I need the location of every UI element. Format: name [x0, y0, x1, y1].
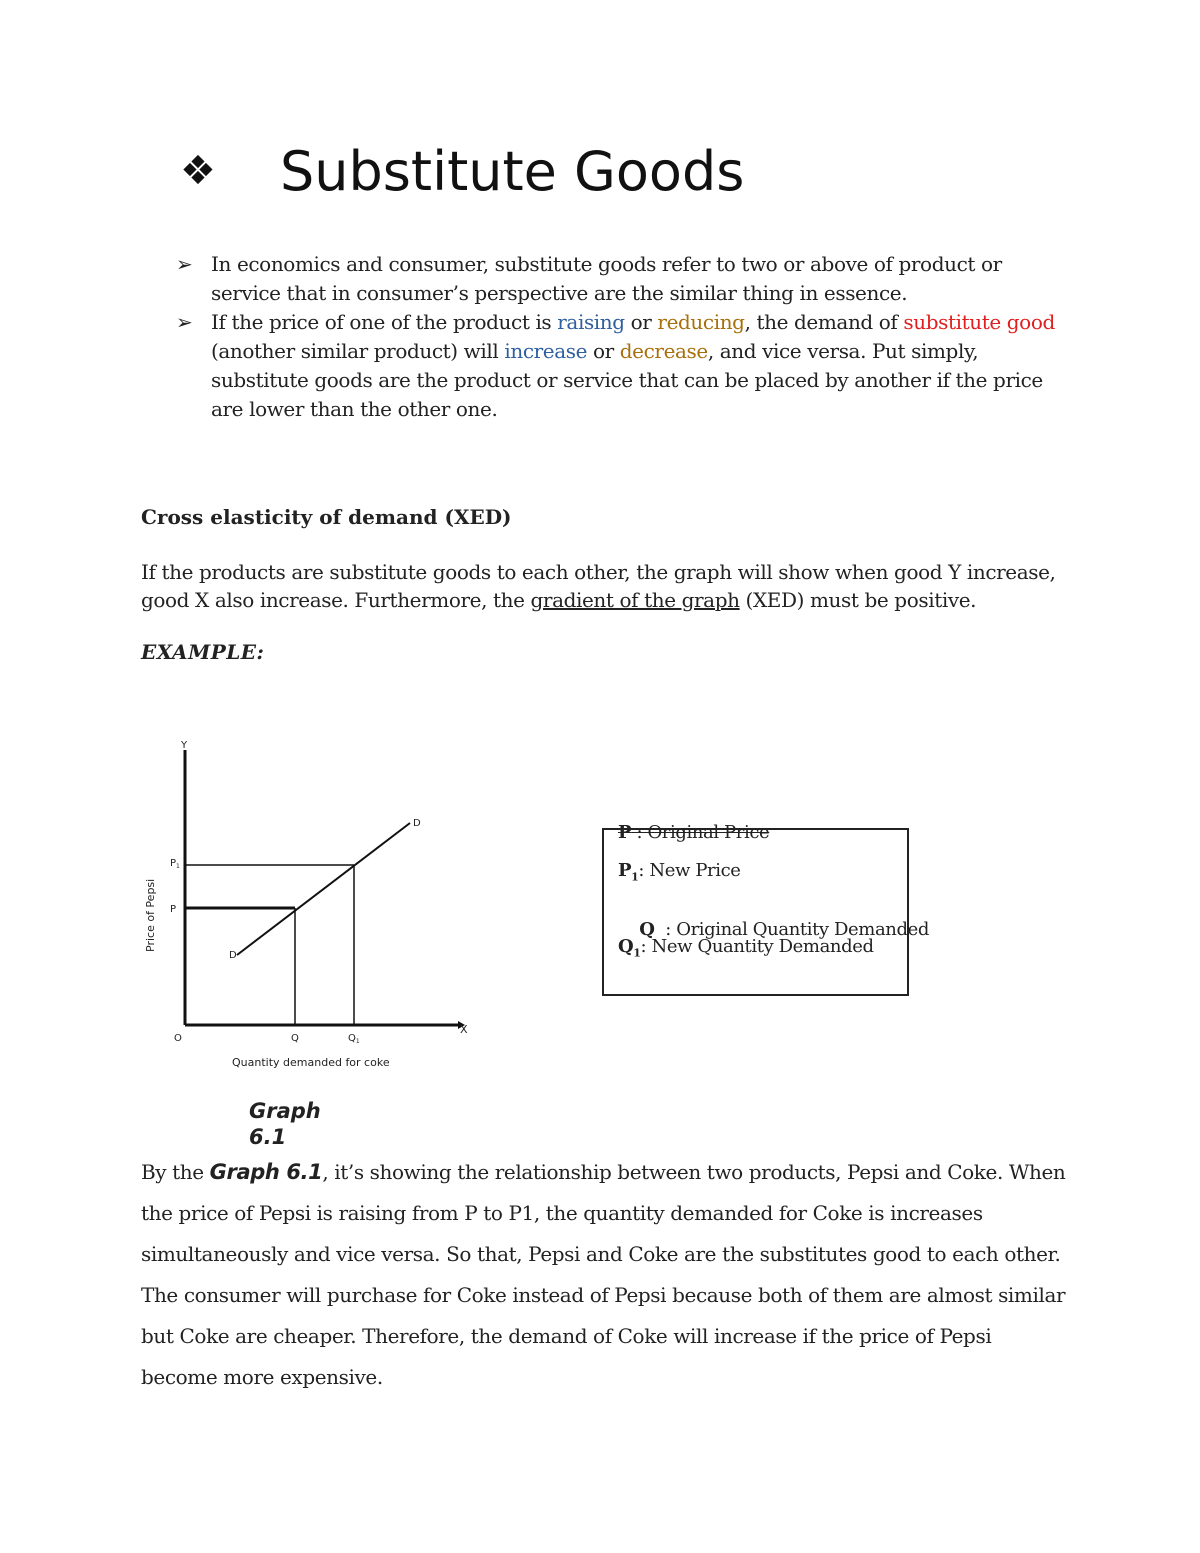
word-increase: increase [504, 339, 588, 363]
word-raising: raising [557, 310, 625, 334]
demand-label-top: D [413, 818, 421, 829]
demand-label-bottom: D [229, 950, 237, 961]
y-axis-label-letter: Y [181, 740, 188, 751]
bullet-2-text-c: , the demand of [744, 310, 904, 334]
graph-reference: Graph 6.1 [209, 1160, 323, 1184]
xed-heading: Cross elasticity of demand (XED) [141, 505, 512, 529]
legend-box [602, 822, 929, 996]
bullet-2-text-b: or [624, 310, 658, 334]
origin-label: O [174, 1033, 182, 1044]
bullet-2-text-a: If the price of one of the product is [211, 310, 558, 334]
demand-graph [140, 730, 480, 1080]
word-substitute-good: substitute good [903, 310, 1055, 334]
bullet-2-text-e: or [587, 339, 620, 363]
conclusion-paragraph [141, 1152, 1071, 1398]
legend-row-original-price: P : Original Price [618, 822, 770, 843]
x-axis-label-letter: X [460, 1023, 468, 1036]
bullet-item-2 [176, 308, 1076, 424]
title-text: Substitute Goods [280, 140, 745, 203]
conclusion-text-a: By the [141, 1160, 210, 1184]
demand-curve [237, 823, 410, 955]
word-decrease: decrease [619, 339, 708, 363]
xed-paragraph [141, 558, 1101, 614]
page-title [180, 140, 744, 203]
xed-text-b: (XED) must be positive. [739, 588, 977, 612]
example-label: EXAMPLE: [141, 640, 265, 664]
bullet-item-1 [176, 250, 1076, 308]
tick-label-p1: $P_1$ [170, 858, 180, 870]
word-reducing: reducing [657, 310, 745, 334]
tick-label-q: Q [291, 1033, 299, 1044]
graph-caption: Graph 6.1 [249, 1099, 321, 1149]
tick-label-p: P [170, 904, 177, 915]
tick-label-q1: $Q_1$ [348, 1033, 360, 1045]
bullet-2-text-d: (another similar product) will [211, 339, 505, 363]
legend-row-original-quantity: Q : Original Quantity Demanded [639, 919, 929, 940]
xed-text-a: If the products are substitute goods to each other, the graph will show when good Y increase, good X also increase. Furthermore, the [141, 560, 1056, 612]
conclusion-text-b: , it’s showing the relationship between two products, Pepsi and Coke. When the price of Pepsi is raising from P to P1, the quantity demanded for Coke is increases simultaneously and vice versa. So that, Pepsi and Coke are the substitutes good to each other. The consumer will purchase for Coke instead of Pepsi because both of them are almost similar but Coke are cheaper. Therefore, the demand of Coke will increase if the price of Pepsi become more expensive. [141, 1160, 1066, 1389]
y-axis-title: Price of Pepsi [144, 878, 157, 952]
arrow-bullet-icon: ➢ [176, 310, 193, 334]
gradient-link: gradient of the graph [530, 588, 740, 612]
arrow-bullet-icon: ➢ [176, 252, 193, 276]
x-axis-title: Quantity demanded for coke [232, 1056, 390, 1069]
bullet-list [176, 250, 1076, 424]
legend-row-new-price: $P_1$: New Price [618, 860, 741, 884]
legend-row-new-quantity: $Q_1$: New Quantity Demanded [618, 936, 874, 960]
bullet-1-text: In economics and consumer, substitute goods refer to two or above of product or service that in consumer’s perspective are the similar thing in essence. [211, 252, 1002, 305]
diamond-bullet-icon: ❖ [180, 148, 216, 194]
bullet-2-text-f: , and vice versa. Put simply, substitute goods are the product or service that can be placed by another if the price are lower than the other one. [211, 339, 1043, 421]
